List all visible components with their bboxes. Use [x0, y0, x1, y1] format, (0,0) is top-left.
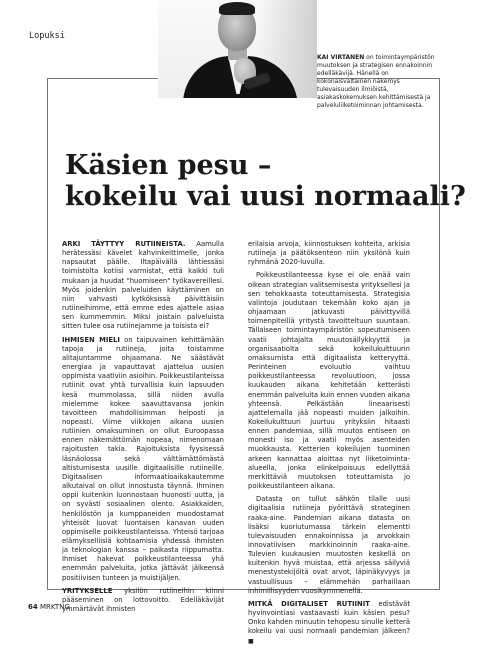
end-mark-icon: ■ [248, 637, 254, 645]
paragraph-lead: MITKÄ DIGITALISET RUTIINIT [248, 599, 370, 608]
paragraph [248, 495, 410, 596]
paragraph [248, 271, 410, 491]
paragraph-lead: ARKI TÄYTTYY RUTIINEISTA. [62, 240, 186, 248]
magazine-name: MRKTNG [39, 603, 70, 611]
column-left [62, 240, 224, 618]
paragraph [62, 587, 224, 614]
paragraph [62, 336, 224, 583]
headline-line-2: kokeilu vai uusi normaali? [65, 181, 466, 212]
article-headline [65, 150, 466, 212]
paragraph-text: Poikkeustilanteessa kyse ei ole enää vain oikean strategian valitsemisesta yrityksellesi ja sen tehokkaasta toteuttamisesta. Strategisia valintoja joudutaan tekemään koko ajan ja ohjaamaan jatkuvasti päivittyvillä toimenpiteillä yritystä tavoitteltuun suuntaan. Tällaiseen toimintaympäristön sopeutumiseen vaatii johtajalta muutosällykkyyttä ja organisaatiolta sekä kokeilukulttuurin omaksumista että digitaalista ketteryyttä. Perinteinen evoluutio vaihtuu poikkeustilanteessa revoluutioon, jossa kuukauden aikana kehitetään ketterästi enemmän palveluita kuin ennen vuoden aikana yhteensä. Pelkästään lineaarisesti ajattelemalla jää nopeasti muiden jalkoihin. Kokeilukulttuuri juurtuu yrityksiin hitaasti ennen pandemiaa, sillä muutos entiseen on monesti iso ja vaatii myös asenteiden muokkausta. Ketterien kokeilujen tuominen arkeen kannattaa aloittaa nyt liiketoiminta-alueella, jonka elinkelpoisuus edellyttää merkittäviä muutoksen toteuttamista jo poikkeustilanteen aikana. [248, 271, 410, 491]
section-label: Lopuksi [29, 31, 65, 41]
paragraph [248, 600, 410, 646]
author-bio: on toimintaympäristön muutoksen ja strategisen ennakoinnin edelläkävijä. Hänellä on kokonaisvaltainen näkemys tulevaisuuden ilmiöistä, asiakaskokemuksen kehittämisestä ja palveluliiketoiminnan johtamisesta. [317, 54, 435, 110]
paragraph-text: Aamulla herätessäsi kävelet kahvinkeittimelle, jonka napsautat päälle. Iltapäivällä lähtiessäsi toimistolta kotiisi varmistat, että kaikki tuli mukaan ja huudat "huomiseen" työkavereillesi. Myös joidenkin palveluiden käyttäminen on niin vahvasti kytköksissä päivittäisiin rutiineihimme, että emme edes ajattele asiaa sen kummemmin. Miksi joistain palveluista sitten tulee osa rutiinejamme ja toisista ei? [62, 240, 224, 331]
portrait-hair [219, 2, 255, 15]
headline-line-1: Käsien pesu – [65, 150, 272, 181]
author-name: KAI VIRTANEN [317, 54, 365, 61]
column-right [248, 240, 410, 650]
paragraph-lead: IHMISEN MIELI [62, 335, 120, 344]
page-number: 64 [28, 603, 38, 611]
author-portrait [158, 0, 317, 98]
paragraph [248, 240, 410, 267]
paragraph-text: on taipuvainen kehittämään tapoja ja rutiineja, joita toistamme alitajuntamme ohjaamana. Ne säästävät energiaa ja vapauttavat ajattelua uusien oppimista vaativiin asioihin. Poikkeustilanteissa rutiinit ovat yhtä turvallisia kuin lapsuuden kesä mummolassa, sillä niiden avulla mielemme kokee saavuttavansa jonkin tavoitteen mahdollisimman helposti ja nopeasti. Viime viikkojen aikana uusien rutiinien omaksuminen on ollut Euroopassa ennen näkemättömän nopeaa, nimenomaan rajoitusten takia. Rajoituksista fyysisessä läsnäolossa sekä välttämättömästä altistumisesta uusille digitaalisille rutiineille. Digitaalisen informaatioaikakautemme alkutaival on ollut innostusta täynnä. Ihminen oppii kuitenkin luonnostaan huonosti uutta, ja on syvästi sosiaalinen olento. Asiakkaiden, henkilöstön ja kumppaneiden muodostamat yhteisöt luovat luontaisen kanavan uuden oppimiselle poikkeustilanteissa. Yhteisö tarjoaa elämykselliisiä kohtaamisia yhdessä ihmisten ja teknologian kanssa – paikasta riippumatta. Ihmiset hakevat poikkeustilanteessa yhä enemmän palveluita, jotka jättävät jälkeensä positiivisen tunteen ja muistijäljen. [62, 335, 224, 582]
paragraph [62, 240, 224, 332]
paragraph-lead: YRITYKSELLE [62, 586, 113, 595]
paragraph-text: yksilön rutiineihin kiinni pääseminen on lottovoitto. Edelläkävijät ymmärtävät ihmisten [62, 586, 224, 614]
page-footer [28, 603, 70, 611]
author-caption [317, 54, 435, 110]
paragraph-text: erilaisia arvoja, kiinnostuksen kohteita, arkisia rutiineja ja päätöksenteon niin yksilönä kuin ryhmänä 2020-luvulla. [248, 240, 410, 267]
paragraph-text: edistävät hyvinvointiasi vastaavasti kuin käsien pesu? Onko kahden minuutin tehopesu sinulle ketterä kokeilu vai uusi normaali pandemian jälkeen? [248, 599, 410, 636]
paragraph-text: Datasta on tullut sähkön tilalle uusi digitaalisia rutiineja pyörittävä strateginen raaka-aine. Pandemian aikana datasta on lisäksi kuoriutumassa tärkein elementti tulevaisuuden ennakoinnissa ja arvokkain innovatiivisen markkinoinnin raaka-aine. Tulevien kuukausien muutosten keskellä on kuitenkin hyvä muistaa, että arjessa säilyviä menestystekijöitä ovat arvot, läpinäkyvyys ja vastuullisuus – elämmehän parhaillaan inhimillisyyden vuosikymmenellä. [248, 495, 410, 595]
